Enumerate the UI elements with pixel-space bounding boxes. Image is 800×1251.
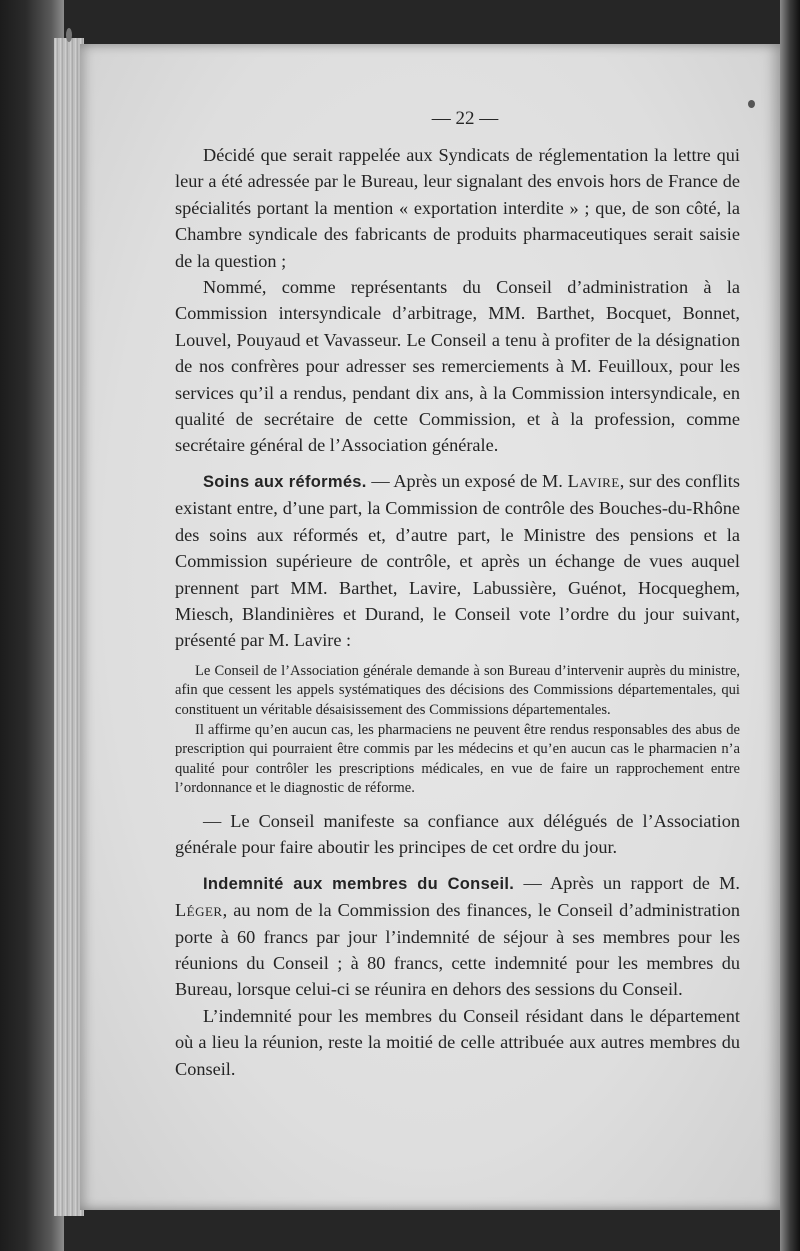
paragraph-confiance: — Le Conseil manifeste sa confiance aux délégués de l’Association générale pour faire aboutir les principes de cet ordre du jour. — [175, 810, 740, 858]
page-number: — 22 — — [431, 108, 499, 129]
person-name-lavire: Lavire — [567, 470, 620, 491]
text-fragment: — Après un rapport de M. — [514, 872, 740, 893]
quoted-resolution-1: Le Conseil de l’Association générale demande à son Bureau d’intervenir auprès du ministre, afin que cessent les appels systématiques des décisions des Commissions départementales, qui constituent un véritable désaisissement des Commissions départementales. — [175, 662, 740, 718]
paragraph-commission-arbitrage: Nommé, comme représentants du Conseil d’administration à la Commission intersyndicale d’arbitrage, MM. Barthet, Bocquet, Bonnet, Louvel, Pouyaud et Vavasseur. Le Conseil a tenu à profiter de la désignation de nos confrères pour adresser ses remerciements à M. Feuilloux, pour les services qu’il a rendus, pendant dix ans, à la Commission intersyndicale, en qualité de secrétaire de cette Commission, et à la profession, comme secrétaire général de l’Association générale. — [175, 277, 740, 456]
ink-speck — [66, 28, 72, 42]
text-fragment: , sur des conflits existant entre, d’une part, la Commission de contrôle des Bouches-du-Rhône des soins aux réformés et, d’autre part, le Ministre des pensions et la Commission supérieure de contrôle, et après un échange de vues auquel prennent part MM. Barthet, Lavire, Labussière, Guénot, Hocqueghem, Miesch, Blandinières et Durand, le Conseil vote l’ordre du jour suivant, présenté par M. Lavire : — [175, 470, 740, 651]
paragraph-indemnite-residents: L’indemnité pour les membres du Conseil résidant dans le département où a lieu la réunion, reste la moitié de celle attribuée aux autres membres du Conseil. — [175, 1005, 740, 1079]
section-heading-soins-reformes: Soins aux réformés. — [203, 472, 367, 491]
text-fragment: , au nom de la Commission des finances, le Conseil d’administration porte à 60 francs par jour l’indemnité de séjour à ses membres pour les réunions du Conseil ; à 80 francs, cette indemnité pour les membres du Bureau, lorsque celui-ci se réunira en dehors des sessions du Conseil. — [175, 900, 740, 1000]
ink-speck — [748, 100, 755, 108]
paragraph-soins-reformes — [175, 468, 740, 654]
person-name-leger: Léger — [175, 900, 223, 921]
paragraph-indemnite — [175, 870, 740, 1003]
paragraph-reglementation: Décidé que serait rappelée aux Syndicats de réglementation la lettre qui leur a été adressée par le Bureau, leur signalant des envois hors de France de spécialités portant la mention « exportation interdite » ; que, de son côté, la Chambre syndicale des fabricants de produits pharmaceutiques serait saisie de la question ; — [175, 145, 740, 271]
text-fragment: — Après un exposé de M. — [366, 470, 568, 491]
scan-background-right — [780, 0, 800, 1251]
section-heading-indemnite: Indemnité aux membres du Conseil. — [203, 874, 515, 893]
page-body — [175, 142, 740, 1082]
quoted-resolution-2: Il affirme qu’en aucun cas, les pharmaciens ne peuvent être rendus responsables des abus de prescription qui pourraient être commis par les médecins et qu’en aucun cas le pharmacien n’a qualité pour contrôler les prescriptions médicales, en vue de faire un rapprochement entre l’ordonnance et le diagnostic de réforme. — [175, 721, 740, 797]
